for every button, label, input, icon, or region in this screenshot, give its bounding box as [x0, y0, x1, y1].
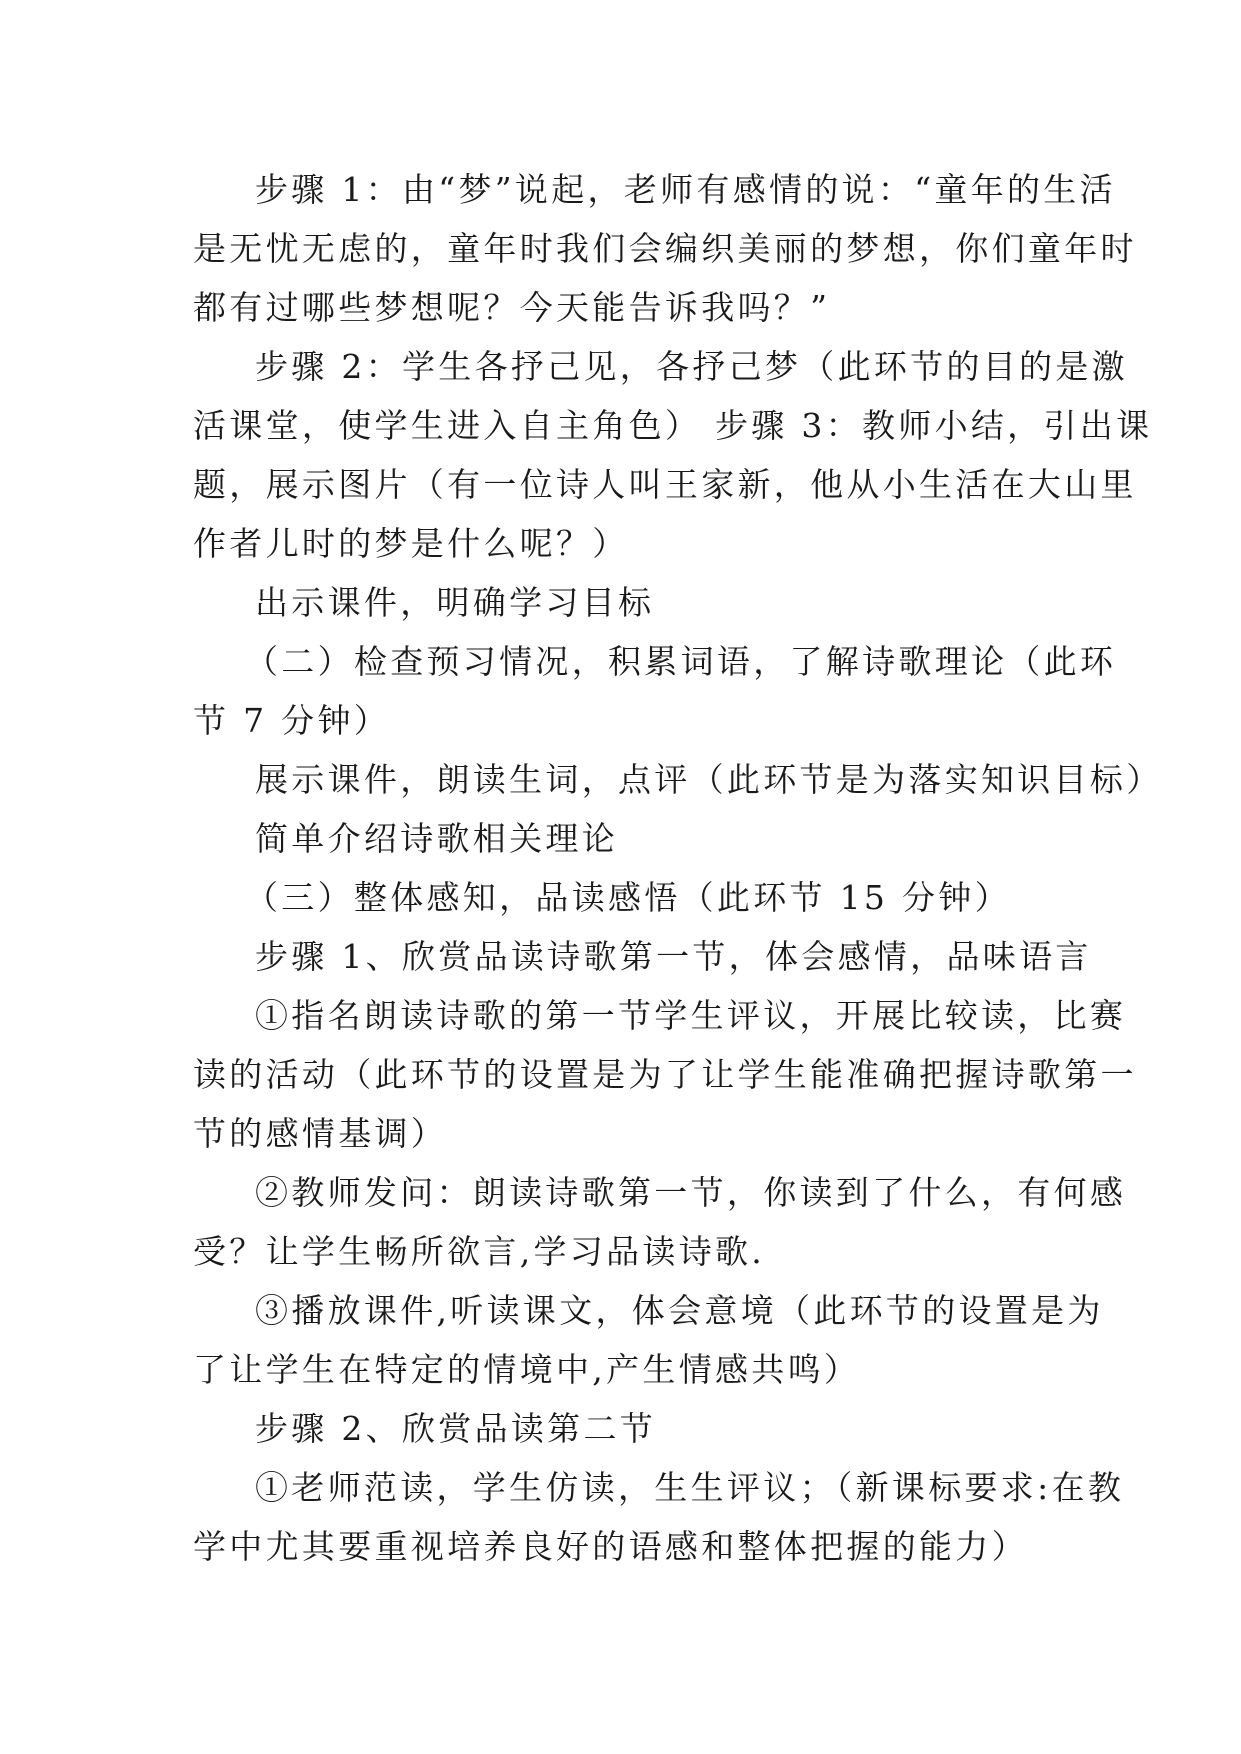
text-line: 活课堂，使学生进入自主角色） 步骤 3：教师小结，引出课	[193, 406, 1153, 445]
text-line: 出示课件，明确学习目标	[255, 583, 655, 622]
text-line: 步骤 1：由“梦”说起，老师有感情的说：“童年的生活	[255, 170, 1116, 209]
text-line: 受？让学生畅所欲言,学习品读诗歌.	[193, 1232, 766, 1271]
text-line: ②教师发问：朗读诗歌第一节，你读到了什么，有何感	[255, 1173, 1127, 1212]
text-line: 学中尤其要重视培养良好的语感和整体把握的能力）	[193, 1527, 1028, 1566]
text-line: 都有过哪些梦想呢？今天能告诉我吗？”	[193, 288, 831, 327]
text-line: （二）检查预习情况，积累词语，了解诗歌理论（此环	[245, 642, 1117, 681]
text-line: 题，展示图片（有一位诗人叫王家新，他从小生活在大山里	[193, 465, 1137, 504]
text-line: 简单介绍诗歌相关理论	[255, 819, 618, 858]
text-line: 节的感情基调）	[193, 1114, 448, 1153]
text-line: 读的活动（此环节的设置是为了让学生能准确把握诗歌第一	[193, 1055, 1137, 1094]
document-body	[193, 160, 1163, 1576]
text-line: 步骤 1、欣赏品读诗歌第一节，体会感情，品味语言	[255, 937, 1092, 976]
text-line: 节 7 分钟）	[193, 701, 391, 740]
text-line: 步骤 2、欣赏品读第二节	[255, 1409, 657, 1448]
text-line: ①老师范读，学生仿读，生生评议；（新课标要求:在教	[255, 1468, 1125, 1507]
text-line: ①指名朗读诗歌的第一节学生评议，开展比较读，比赛	[255, 996, 1127, 1035]
text-line: 作者儿时的梦是什么呢？）	[193, 524, 629, 563]
text-line: 了让学生在特定的情境中,产生情感共鸣）	[193, 1350, 861, 1389]
text-line: （三）整体感知，品读感悟（此环节 15 分钟）	[245, 878, 1011, 917]
text-line: ③播放课件,听读课文，体会意境（此环节的设置是为	[255, 1291, 1104, 1330]
text-line: 展示课件，朗读生词，点评（此环节是为落实知识目标）	[255, 760, 1163, 799]
text-line: 是无忧无虑的，童年时我们会编织美丽的梦想，你们童年时	[193, 229, 1137, 268]
text-line: 步骤 2：学生各抒己见，各抒己梦（此环节的目的是激	[255, 347, 1128, 386]
